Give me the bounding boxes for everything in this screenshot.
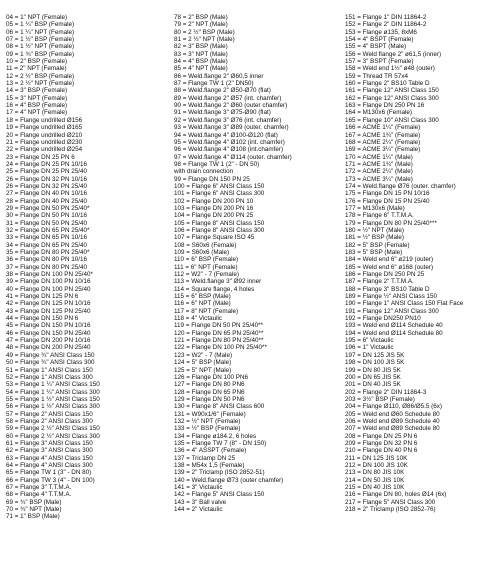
list-item: 140 = Weld.flange Ø73 (outer chamfer) bbox=[174, 476, 284, 484]
list-item: 68 = Flange 4" T.T.M.A. bbox=[6, 491, 72, 499]
list-item: 53 = Flange 1 ¼" ANSI Class 150 bbox=[6, 381, 100, 389]
list-item: 45 = Flange DN 150 PN 10/16 bbox=[6, 322, 91, 330]
list-item: 116 = 6" NPT (Male) bbox=[174, 300, 231, 308]
list-item: 05 = 1 ¼" BSP (Female) bbox=[6, 21, 75, 29]
list-item: 07 = 1 ½" BSP (Female) bbox=[6, 36, 75, 44]
list-item: 22 = Flange undrilled Ø254 bbox=[6, 146, 83, 154]
list-item: 64 = Flange 4" ANSI Class 300 bbox=[6, 461, 93, 469]
list-item: 34 = Flange DN 65 PN 25/40 bbox=[6, 241, 88, 249]
list-item: 61 = Flange 3" ANSI Class 150 bbox=[6, 439, 93, 447]
list-item: 218 = 2" Triclamp (ISO 2852-76) bbox=[345, 506, 436, 514]
list-item: 153 = Flange ø135, 8xM6 bbox=[345, 28, 417, 36]
list-item: 30 = Flange DN 50 PN 10/16 bbox=[6, 212, 88, 220]
list-item: 209 = Flange DN 32 PN 6 bbox=[345, 439, 418, 447]
list-item: 120 = Flange DN 65 PN 25/40** bbox=[174, 329, 264, 337]
list-item: 49 = Flange ¾" ANSI Class 150 bbox=[6, 351, 95, 359]
list-item: 196 = 1" Victaulic bbox=[345, 344, 394, 352]
list-item: 24 = Flange DN 25 PN 10/16 bbox=[6, 160, 88, 168]
list-item: 164 = M130x6 (Female) bbox=[345, 109, 413, 117]
list-item: 117 = 8" NPT (Female) bbox=[174, 307, 239, 315]
connection-list-column-1 bbox=[6, 14, 171, 521]
list-item: 106 = Flange 8" ANSI Class 300 bbox=[174, 226, 265, 234]
list-item: 110 = 6" BSP (Female) bbox=[174, 256, 239, 264]
list-item: 190 = Flange 1" ANSI Class 150 Flat Face bbox=[345, 300, 464, 308]
list-item: 28 = Flange DN 40 PN 25/40 bbox=[6, 197, 88, 205]
list-item: 87 = Flange TW 1 (2" DN50) bbox=[174, 80, 254, 88]
list-item: 201 = DN 40 JIS 5K bbox=[345, 381, 401, 389]
list-item: 157 = 3" BSPT (Female) bbox=[345, 58, 414, 66]
list-item: 115 = 6" BSP (Male) bbox=[174, 293, 231, 301]
list-item: 54 = Flange 1 ¼" ANSI Class 300 bbox=[6, 388, 100, 396]
list-item: 129 = Flange DN 50 PN6 bbox=[174, 395, 245, 403]
list-item: 130 = Flange 8" ANSI Class 600 bbox=[174, 403, 265, 411]
list-item: 183 = 5" BSP (Male) bbox=[345, 249, 403, 256]
list-item: 83 = 3" NPT (Male) bbox=[174, 50, 228, 58]
list-item: 36 = Flange DN 80 PN 10/16 bbox=[6, 256, 88, 264]
list-item: 213 = DN 80 JIS 10K bbox=[345, 469, 405, 477]
list-item: 131 = W90x1/6" (Female) bbox=[174, 410, 246, 418]
list-item: 194 = Weld end Ø114 Schedule 80 bbox=[345, 329, 443, 337]
list-item: 96 = Weld.flange 4" Ø108 (int.chamfer) bbox=[174, 146, 284, 154]
list-item: 159 = Thread TR 57x4 bbox=[345, 72, 408, 80]
list-item: 23 = Flange DN 25 PN 6 bbox=[6, 153, 75, 161]
list-item: 135 = Flange TW 7 (8" - DN 150) bbox=[174, 439, 267, 447]
list-item: 168 = ACME 2¼" (Female) bbox=[345, 138, 421, 146]
list-item: 207 = Weld end Ø89 Schedule 80 bbox=[345, 425, 440, 433]
list-item: 127 = Flange DN 80 PN6 bbox=[174, 381, 245, 389]
list-item: 91 = Weld.flange 3" Ø75-Ø90 (flat) bbox=[174, 109, 271, 117]
list-item: 19 = Flange undrilled Ø165 bbox=[6, 124, 83, 132]
list-item: 188 = Flange 3" BS10 Table D bbox=[345, 285, 430, 293]
list-item: 134 = Flange ø184.2, 6 holes bbox=[174, 432, 257, 440]
list-item: 69 = ¾" BSP (Male) bbox=[6, 498, 62, 506]
list-item: with drain connection bbox=[174, 168, 234, 176]
list-item: 99 = Flange DN 150 PN 25 bbox=[174, 175, 250, 183]
list-item: 199 = DN 80 JIS 5K bbox=[345, 366, 401, 374]
list-item: 56 = Flange 1 ½" ANSI Class 300 bbox=[6, 403, 100, 411]
list-item: 25 = Flange DN 25 PN 25/40 bbox=[6, 168, 88, 176]
list-item: 43 = Flange DN 125 PN 25/40 bbox=[6, 307, 91, 315]
list-item: 173 = ACME 3¼" (Male) bbox=[345, 175, 413, 183]
list-item: 187 = Flange 2" T.T.M.A. bbox=[345, 278, 414, 286]
list-item: 203 = 3½" BSP (Female) bbox=[345, 395, 415, 403]
list-item: 70 = ¾" NPT (Male) bbox=[6, 506, 62, 514]
list-item: 39 = Flange DN 100 PN 10/16 bbox=[6, 278, 91, 286]
list-item: 104 = Flange DN 200 PN 25 bbox=[174, 212, 254, 220]
list-item: 90 = Weld.flange 2" Ø60 (outer chamfer) bbox=[174, 102, 288, 110]
list-item: 143 = 3" Ball valve bbox=[174, 498, 227, 506]
list-item: 128 = Flange DN 65 PN6 bbox=[174, 388, 245, 396]
list-item: 163 = Flange DN 250 PN 16 bbox=[345, 102, 425, 110]
list-item: 105 = Flange 8" ANSI Class 150 bbox=[174, 219, 265, 227]
list-item: 04 = 1" NPT (Female) bbox=[6, 14, 68, 21]
list-item: 198 = DN 100 JIS 5K bbox=[345, 359, 405, 367]
list-item: 200 = DN 65 JIS 5K bbox=[345, 373, 401, 381]
list-item: 47 = Flange DN 200 PN 10/16 bbox=[6, 337, 91, 345]
list-item: 82 = 3" BSP (Male) bbox=[174, 43, 228, 51]
list-item: 11 = 2" NPT (Female) bbox=[6, 65, 67, 73]
list-item: 133 = ½" BSP (Female) bbox=[174, 425, 241, 433]
list-item: 44 = Flange DN 150 PN 6 bbox=[6, 315, 79, 323]
list-item: 123 = W2" - 7 (Male) bbox=[174, 351, 233, 359]
list-item: 152 = Flange 2" DIN 11864-2 bbox=[345, 21, 427, 29]
list-item: 100 = Flange 6" ANSI Class 150 bbox=[174, 182, 265, 190]
list-item: 71 = 1" BSP (Male) bbox=[6, 513, 60, 521]
list-item: 156 = Weld flange 2" ø61,5 (inner) bbox=[345, 50, 442, 58]
list-item: 211 = DN 125 JIS 10K bbox=[345, 454, 408, 462]
list-item: 84 = 4" BSP (Male) bbox=[174, 58, 228, 66]
list-item: 170 = ACME 1¼" (Male) bbox=[345, 153, 413, 161]
list-item: 101 = Flange 6" ANSI Class 300 bbox=[174, 190, 265, 198]
list-item: 136 = 4" ASSPT (Female) bbox=[174, 447, 247, 455]
list-item: 26 = Flange DN 32 PN 10/16 bbox=[6, 175, 88, 183]
list-item: 185 = Weld end 6" ø168 (outer) bbox=[345, 263, 434, 271]
list-item: 108 = S60x6 (Female) bbox=[174, 241, 237, 249]
list-item: 63 = Flange 4" ANSI Class 150 bbox=[6, 454, 93, 462]
list-item: 67 = Flange 3" T.T.M.A. bbox=[6, 484, 72, 491]
list-item: 95 = Weld.flange 4" Ø102 (int. chamfer) bbox=[174, 138, 285, 146]
list-item: 202 = Flange 2" DIN 11864-3 bbox=[345, 388, 427, 396]
list-item: 85 = 4" NPT (Male) bbox=[174, 65, 228, 73]
list-item: 41 = Flange DN 125 PN 6 bbox=[6, 293, 79, 301]
list-item: 48 = Flange DN 200 PN 25/40 bbox=[6, 344, 91, 352]
list-item: 59 = Flange 2 ½" ANSI Class 150 bbox=[6, 425, 100, 433]
list-item: 18 = Flange undrilled Ø156 bbox=[6, 116, 83, 124]
list-item: 62 = Flange 3" ANSI Class 300 bbox=[6, 447, 93, 455]
list-item: 125 = 5" NPT (Male) bbox=[174, 366, 232, 374]
list-item: 29 = Flange DN 50 PN 25/40* bbox=[6, 204, 90, 212]
list-item: 126 = Flange DN 100 PN6 bbox=[174, 373, 249, 381]
list-item: 215 = DN 40 JIS 10K bbox=[345, 484, 405, 491]
list-item: 38 = Flange DN 100 PN 25/40* bbox=[6, 271, 93, 279]
list-item: 102 = Flange DN 200 PN 10 bbox=[174, 197, 254, 205]
list-item: 121 = Flange DN 80 PN 25/40** bbox=[174, 337, 264, 345]
list-item: 119 = Flange DN 50 PN 25/40** bbox=[174, 322, 263, 330]
list-item: 122 = Flange DN 100 PN 25/40** bbox=[174, 344, 267, 352]
list-item: 107 = Flange Square ISO 45 bbox=[174, 234, 255, 242]
list-item: 184 = Weld end 6" ø219 (outer) bbox=[345, 256, 434, 264]
list-item: 180 = ½" NPT (Male) bbox=[345, 226, 404, 234]
list-item: 161 = Flange 12" ANSI Class 150 bbox=[345, 87, 439, 95]
list-item: 171 = ACME 1¾" (Male) bbox=[345, 160, 413, 168]
list-item: 165 = Flange 10" ANSI Class 300 bbox=[345, 116, 439, 124]
list-item: 169 = ACME 3¼" (Female) bbox=[345, 146, 421, 154]
list-item: 93 = Weld.flange 3" Ø89 (outer. chamfer) bbox=[174, 124, 289, 132]
list-item: 06 = 1 ¼" NPT (Female) bbox=[6, 28, 75, 36]
list-item: 21 = Flange undrilled Ø230 bbox=[6, 138, 83, 146]
list-item: 60 = Flange 2 ½" ANSI Class 300 bbox=[6, 432, 100, 440]
list-item: 193 = Weld end Ø114 Schedule 40 bbox=[345, 322, 443, 330]
list-item: 35 = Flange DN 80 PN 25/40* bbox=[6, 249, 90, 256]
list-item: 174 = Weld.flange Ø76 (outer. chamfer) bbox=[345, 182, 456, 190]
list-item: 32 = Flange DN 65 PN 25/40* bbox=[6, 226, 90, 234]
list-item: 50 = Flange ¾" ANSI Class 300 bbox=[6, 359, 95, 367]
list-item: 98 = Flange TW 1 (2" - DN 50) bbox=[174, 160, 260, 168]
list-item: 210 = Flange DN 40 PN 6 bbox=[345, 447, 418, 455]
list-item: 197 = DN 125 JIS 5K bbox=[345, 351, 405, 359]
list-item: 179 = Flange DN 80 PN 25/40*** bbox=[345, 219, 437, 227]
list-item: 166 = ACME 1¼" (Female) bbox=[345, 124, 421, 132]
list-item: 81 = 2 ½" NPT (Male) bbox=[174, 36, 235, 44]
list-item: 114 = Square flange, 4 holes bbox=[174, 285, 255, 293]
list-item: 20 = Flange undrilled Ø210 bbox=[6, 131, 83, 139]
list-item: 206 = Weld end Ø89 Schedule 40 bbox=[345, 417, 440, 425]
list-item: 141 = 3" Victaulic bbox=[174, 484, 223, 491]
list-item: 86 = Weld.flange 2" Ø60,5 inner bbox=[174, 72, 264, 80]
list-item: 212 = DN 100 JIS 10K bbox=[345, 461, 408, 469]
list-item: 14 = 3" BSP (Female) bbox=[6, 87, 68, 95]
list-item: 208 = Flange DN 25 PN 6 bbox=[345, 432, 418, 440]
list-item: 08 = 1 ½" NPT (Female) bbox=[6, 43, 75, 51]
list-item: 176 = Flange DN 15 PN 25/40 bbox=[345, 197, 430, 205]
list-item: 217 = Flange 5" ANSI Class 300 bbox=[345, 498, 436, 506]
list-item: 214 = DN 50 JIS 10K bbox=[345, 476, 405, 484]
list-item: 15 = 3" NPT (Female) bbox=[6, 94, 68, 102]
list-item: 132 = ½" NPT (Female) bbox=[174, 417, 241, 425]
list-item: 17 = 4" NPT (Female) bbox=[6, 109, 68, 117]
list-item: 46 = Flange DN 150 PN 25/40 bbox=[6, 329, 91, 337]
list-item: 162 = Flange 12" ANSI Class 300 bbox=[345, 94, 439, 102]
list-item: 139 = 2" Triclamp (ISO 2852-51) bbox=[174, 469, 265, 477]
list-item: 33 = Flange DN 65 PN 10/16 bbox=[6, 234, 88, 242]
list-item: 31 = Flange DN 50 PN 25/40 bbox=[6, 219, 88, 227]
list-item: 37 = Flange DN 80 PN 25/40 bbox=[6, 263, 88, 271]
list-item: 186 = Flange DN 250 PN 25 bbox=[345, 271, 425, 279]
list-item: 97 = Weld.flange 4" Ø114 (outer. chamfer) bbox=[174, 153, 292, 161]
list-item: 172 = ACME 2¼" (Male) bbox=[345, 168, 413, 176]
list-item: 151 = Flange 1" DIN 11864-2 bbox=[345, 14, 427, 21]
list-item: 27 = Flange DN 40 PN 10/16 bbox=[6, 190, 88, 198]
list-item: 109 = S60x6 (Male) bbox=[174, 249, 230, 256]
list-item: 89 = Weld.flange 2" Ø57 (int. chamfer) bbox=[174, 94, 282, 102]
list-item: 178 = Flange 6" T.T.M.A. bbox=[345, 212, 414, 220]
list-item: 189 = Flange ½" ANSI Class 150 bbox=[345, 293, 438, 301]
list-item: 205 = Weld end Ø60 Schedule 80 bbox=[345, 410, 440, 418]
list-item: 192 = Flange DN250 PN10 bbox=[345, 315, 421, 323]
list-item: 55 = Flange 1 ½" ANSI Class 150 bbox=[6, 395, 100, 403]
list-item: 80 = 2 ½" BSP (Male) bbox=[174, 28, 235, 36]
list-item: 111 = 6" NPT (Female) bbox=[174, 263, 238, 271]
list-item: 158 = Weld end 1½" ø48 (outer) bbox=[345, 65, 435, 73]
list-item: 12 = 2 ½" BSP (Female) bbox=[6, 72, 75, 80]
list-item: 154 = 4" BSPT (Female) bbox=[345, 36, 414, 44]
list-item: 66 = Flange TW 3 (4" - DN 100) bbox=[6, 476, 95, 484]
list-item: 124 = 5" BSP (Male) bbox=[174, 359, 232, 367]
list-item: 79 = 2" NPT (Male) bbox=[174, 21, 228, 29]
list-item: 137 = Triclamp DN 25 bbox=[174, 454, 236, 462]
list-item: 118 = 4" Victaulic bbox=[174, 315, 223, 323]
list-item: 191 = Flange 12" ANSI Class 300 bbox=[345, 307, 439, 315]
list-item: 138 = M54x 1,5 (Female) bbox=[174, 461, 245, 469]
list-item: 57 = Flange 2" ANSI Class 150 bbox=[6, 410, 93, 418]
list-item: 40 = Flange DN 100 PN 25/40 bbox=[6, 285, 91, 293]
list-item: 216 = Flange DN 80, holes Ø14 (6x) bbox=[345, 491, 447, 499]
list-item: 167 = ACME 1¾" (Female) bbox=[345, 131, 421, 139]
list-item: 13 = 2 ½" NPT (Female) bbox=[6, 80, 75, 88]
list-item: 94 = Weld.flange 4" Ø100-Ø120 (flat) bbox=[174, 131, 278, 139]
list-item: 78 = 2" BSP (Male) bbox=[174, 14, 228, 21]
list-item: 88 = Weld.flange 2" Ø50-Ø70 (flat) bbox=[174, 87, 271, 95]
list-item: 26 = Flange DN 32 PN 25/40 bbox=[6, 182, 88, 190]
list-item: 16 = 4" BSP (Female) bbox=[6, 102, 68, 110]
list-item: 113 = Weld.flange 3" Ø92 inner bbox=[174, 278, 262, 286]
list-item: 177 = M130x6 (Male) bbox=[345, 204, 405, 212]
list-item: 195 = 6" Victaulic bbox=[345, 337, 394, 345]
list-item: 181 = ½" BSP (Male) bbox=[345, 234, 404, 242]
list-item: 65 = Flange TW 1 (3" - DN 80) bbox=[6, 469, 92, 477]
list-item: 52 = Flange 1" ANSI Class 300 bbox=[6, 373, 93, 381]
list-item: 92 = Weld.flange 3" Ø76 (int. chamfer) bbox=[174, 116, 282, 124]
list-item: 103 = Flange DN 200 PN 16 bbox=[174, 204, 254, 212]
list-item: 58 = Flange 2" ANSI Class 300 bbox=[6, 417, 93, 425]
list-item: 144 = 2" Victaulic bbox=[174, 506, 223, 514]
list-item: 51 = Flange 1" ANSI Class 150 bbox=[6, 366, 93, 374]
list-item: 182 = 5" BSP (Female) bbox=[345, 241, 410, 249]
connection-list-column-3 bbox=[345, 14, 500, 513]
list-item: 142 = Flange 5" ANSI Class 150 bbox=[174, 491, 265, 499]
list-item: 112 = W2" - 7 (Female) bbox=[174, 271, 239, 279]
list-item: 155 = 4" BSPT (Male) bbox=[345, 43, 407, 51]
list-item: 10 = 2" BSP (Female) bbox=[6, 58, 68, 66]
list-item: 160 = Flange 2" BS10 Table D bbox=[345, 80, 430, 88]
list-item: 42 = Flange DN 125 PN 10/16 bbox=[6, 300, 91, 308]
connection-list-column-2 bbox=[174, 14, 374, 513]
list-item: 175 = Flange DN 15 PN 10/16 bbox=[345, 190, 430, 198]
list-item: 204 = Flange Ø110, Ø86/Ø5.5 (6x) bbox=[345, 403, 443, 411]
list-item: 09 = 1 ¾" BSP (Female) bbox=[6, 50, 75, 58]
